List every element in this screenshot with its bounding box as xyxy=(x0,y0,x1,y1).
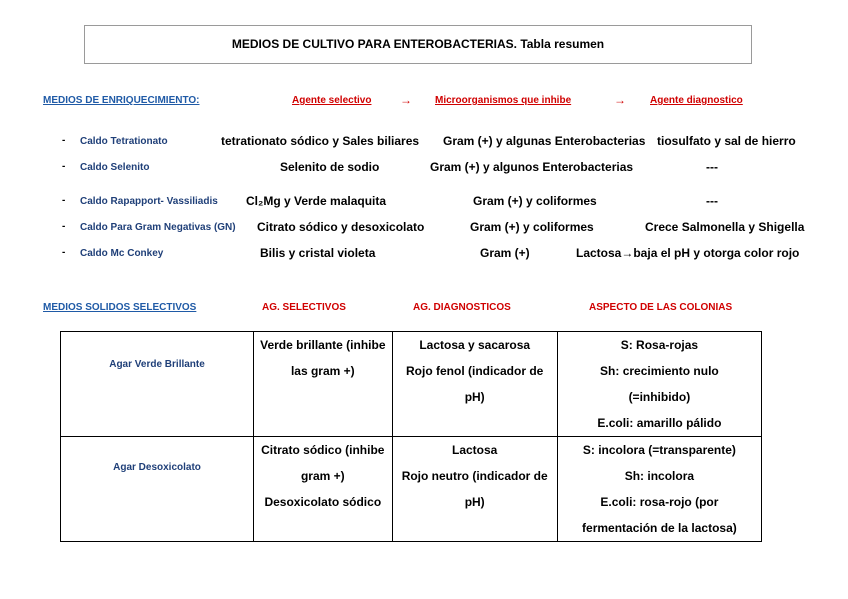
diagnostic-agent: --- xyxy=(706,194,718,208)
table-row xyxy=(61,437,762,542)
diagnostic-agent: --- xyxy=(706,160,718,174)
solid-col-selective: AG. SELECTIVOS xyxy=(262,302,346,313)
bullet-dash: - xyxy=(62,247,66,258)
solid-media-table xyxy=(60,331,762,542)
cell-line: Rojo fenol (indicador de xyxy=(406,364,544,378)
diagnostic-cell xyxy=(392,437,557,542)
cell-line: gram +) xyxy=(300,469,345,483)
selective-agent: tetrationato sódico y Sales biliares xyxy=(221,134,420,148)
selective-agent: Bilis y cristal violeta xyxy=(260,246,376,260)
cell-line: Citrato sódico (inhibe xyxy=(261,443,385,457)
solid-heading: MEDIOS SOLIDOS SELECTIVOS xyxy=(43,302,197,313)
cell-line: Lactosa y sacarosa xyxy=(419,338,531,352)
broth-name: Caldo Selenito xyxy=(80,162,150,173)
cell-line: las gram +) xyxy=(290,364,355,378)
cell-line: pH) xyxy=(464,495,485,509)
inhibited-organisms: Gram (+) y coliformes xyxy=(473,194,597,208)
diagnostic-agent: tiosulfato y sal de hierro xyxy=(657,134,796,148)
agar-name-cell xyxy=(61,437,254,542)
enrichment-col-diagnostic: Agente diagnostico xyxy=(650,95,743,106)
cell-line: Rojo neutro (indicador de xyxy=(401,469,548,483)
enrichment-heading: MEDIOS DE ENRIQUECIMIENTO: xyxy=(43,95,200,106)
cell-line: pH) xyxy=(464,390,485,404)
diagnostic-cell xyxy=(392,332,557,437)
bullet-dash: - xyxy=(62,195,66,206)
table-row xyxy=(61,332,762,437)
cell-line: E.coli: amarillo pálido xyxy=(597,416,722,430)
enrichment-col-selective: Agente selectivo xyxy=(292,95,372,106)
diagnostic-agent: Lactosa→baja el pH y otorga color rojo xyxy=(576,246,800,260)
cell-line: S: incolora (=transparente) xyxy=(582,443,736,457)
page-title: MEDIOS DE CULTIVO PARA ENTEROBACTERIAS. Tabla resumen xyxy=(231,37,605,51)
agar-name: Agar Verde Brillante xyxy=(109,359,205,370)
title-box xyxy=(84,25,752,64)
inhibited-organisms: Gram (+) y coliformes xyxy=(470,220,594,234)
selective-agent: Citrato sódico y desoxicolato xyxy=(257,220,425,234)
cell-line: E.coli: rosa-rojo (por xyxy=(600,495,719,509)
cell-line: Desoxicolato sódico xyxy=(264,495,382,509)
agar-name: Agar Desoxicolato xyxy=(113,462,201,473)
broth-name: Caldo Mc Conkey xyxy=(80,248,164,259)
arrow-icon: → xyxy=(614,93,626,107)
aspect-cell xyxy=(557,332,761,437)
bullet-dash: - xyxy=(62,135,66,146)
bullet-dash: - xyxy=(62,161,66,172)
cell-line: Sh: crecimiento nulo xyxy=(600,364,719,378)
agar-name-cell xyxy=(61,332,254,437)
cell-line: S: Rosa-rojas xyxy=(620,338,699,352)
diagnostic-agent: Crece Salmonella y Shigella xyxy=(645,220,805,234)
cell-line: Sh: incolora xyxy=(624,469,695,483)
solid-col-aspect: ASPECTO DE LAS COLONIAS xyxy=(589,302,733,313)
broth-name: Caldo Tetrationato xyxy=(80,136,168,147)
broth-name: Caldo Rapapport- Vassiliadis xyxy=(80,196,218,207)
selective-cell xyxy=(254,332,393,437)
inhibited-organisms: Gram (+) y algunas Enterobacterias xyxy=(443,134,646,148)
cell-line: Lactosa xyxy=(452,443,498,457)
cell-line: (=inhibido) xyxy=(628,390,691,404)
selective-cell xyxy=(254,437,393,542)
inhibited-organisms: Gram (+) y algunos Enterobacterias xyxy=(430,160,634,174)
cell-line: Verde brillante (inhibe xyxy=(260,338,386,352)
cell-line: fermentación de la lactosa) xyxy=(582,521,737,535)
solid-col-diagnostic: AG. DIAGNOSTICOS xyxy=(413,302,511,313)
broth-name: Caldo Para Gram Negativas (GN) xyxy=(80,222,236,233)
selective-agent: Selenito de sodio xyxy=(280,160,380,174)
bullet-dash: - xyxy=(62,221,66,232)
aspect-cell xyxy=(557,437,761,542)
arrow-icon: → xyxy=(400,93,412,107)
selective-agent: Cl₂Mg y Verde malaquita xyxy=(246,194,387,208)
enrichment-col-inhibits: Microorganismos que inhibe xyxy=(435,95,572,106)
inhibited-organisms: Gram (+) xyxy=(480,246,530,260)
